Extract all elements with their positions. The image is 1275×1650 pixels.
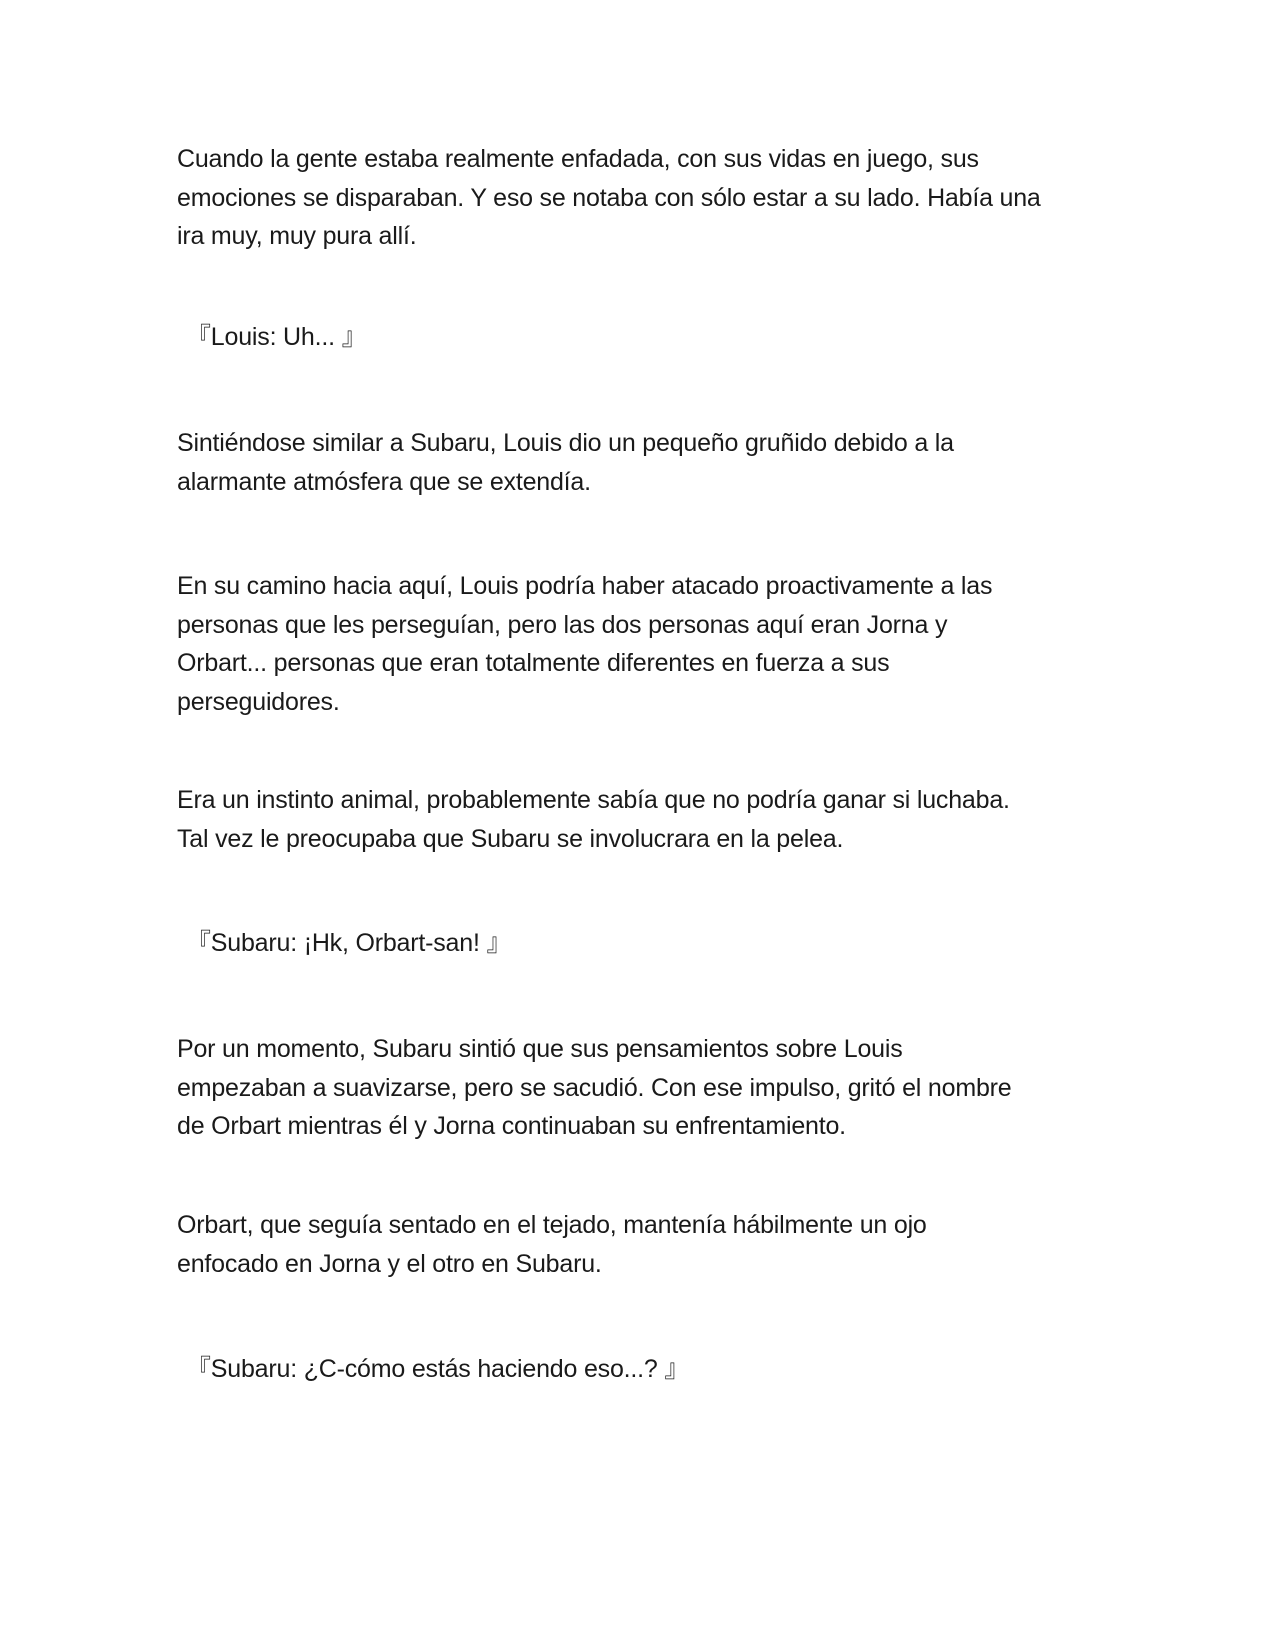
paragraph-dialogue: 『Louis: Uh... 』: [186, 323, 367, 351]
paragraph-narration: Cuando la gente estaba realmente enfadada, con sus vidas en juego, sus emociones se disparaban. Y eso se notaba con sólo estar a su lado. Había una ira muy, muy pura allí.: [177, 145, 1041, 250]
paragraph-narration: Orbart, que seguía sentado en el tejado, mantenía hábilmente un ojo enfocado en Jorna y el otro en Subaru.: [177, 1211, 927, 1278]
paragraph-narration: Era un instinto animal, probablemente sabía que no podría ganar si luchaba. Tal vez le preocupaba que Subaru se involucrara en la pelea.: [177, 786, 1010, 853]
paragraph-narration: Sintiéndose similar a Subaru, Louis dio un pequeño gruñido debido a la alarmante atmósfera que se extendía.: [177, 429, 954, 496]
paragraph-dialogue: 『Subaru: ¿C-cómo estás haciendo eso...? 』: [186, 1355, 690, 1383]
paragraph-narration: Por un momento, Subaru sintió que sus pensamientos sobre Louis empezaban a suavizarse, pero se sacudió. Con ese impulso, gritó el nombre de Orbart mientras él y Jorna continuaban su enfrentamiento.: [177, 1035, 1012, 1140]
paragraph-dialogue: 『Subaru: ¡Hk, Orbart-san! 』: [186, 929, 512, 957]
paragraph-narration: En su camino hacia aquí, Louis podría haber atacado proactivamente a las personas que les perseguían, pero las dos personas aquí eran Jorna y Orbart... personas que eran totalmente diferentes en fuerza a sus perseguidores.: [177, 572, 993, 716]
